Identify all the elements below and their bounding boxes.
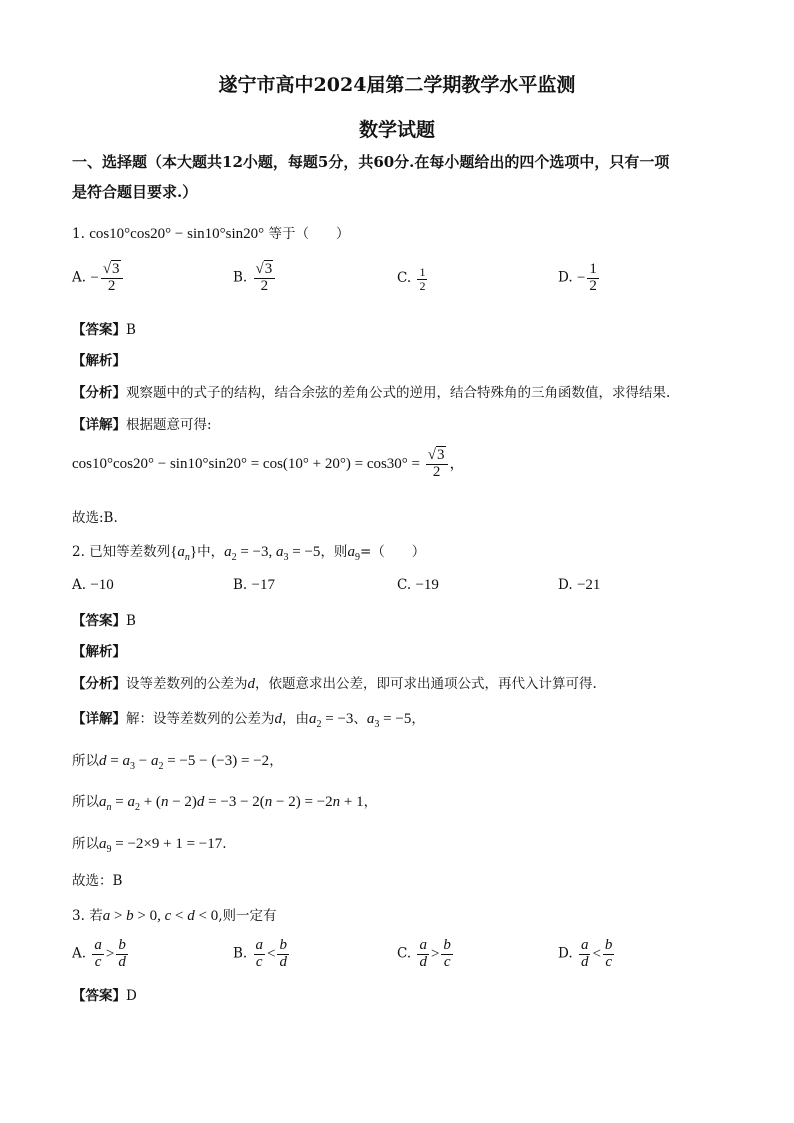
q1-fenxi bbox=[72, 381, 670, 401]
q2-analysis-label bbox=[72, 640, 126, 660]
formula: d bbox=[247, 676, 255, 692]
fenxi-label: 【分析】 bbox=[72, 385, 126, 401]
q3-option-b bbox=[233, 938, 291, 971]
q3-option-c bbox=[397, 938, 455, 971]
answer-value: D bbox=[126, 988, 137, 1004]
page-title: 遂宁市高中2024届第二学期教学水平监测 bbox=[218, 74, 576, 96]
option-label: B. bbox=[233, 945, 248, 962]
option-value: −10 bbox=[90, 577, 114, 593]
option-label: A. bbox=[72, 945, 87, 962]
option-value: −17 bbox=[251, 577, 275, 593]
q1-analysis-label bbox=[72, 349, 126, 369]
line-prefix: 所以 bbox=[72, 753, 99, 769]
answer-value: B bbox=[126, 322, 136, 338]
fenxi-label: 【分析】 bbox=[72, 676, 126, 692]
fenxi-text: 观察题中的式子的结构，结合余弦的差角公式的逆用，结合特殊角的三角函数值，求得结果. bbox=[126, 385, 671, 401]
formula: $a_9$ bbox=[347, 544, 360, 563]
option-label: C. bbox=[397, 269, 412, 286]
question-stem-tail: 等于（ ） bbox=[268, 226, 350, 242]
option-label: A. bbox=[72, 577, 87, 593]
answer-label: 【答案】 bbox=[72, 613, 126, 629]
option-formula: $\frac{a}{d}$ < $\frac{b}{c}$ bbox=[580, 937, 613, 970]
option-label: B. bbox=[233, 577, 248, 593]
line-prefix: 所以 bbox=[72, 836, 99, 852]
option-label: C. bbox=[397, 945, 412, 962]
stem-text: =（ ） bbox=[359, 544, 426, 560]
option-formula: $\frac{a}{d}$ > $\frac{b}{c}$ bbox=[419, 937, 451, 970]
formula: $d = a_3 - a_2 = -5 - (-3) = -2$ bbox=[99, 753, 270, 772]
page-subtitle: 数学试题 bbox=[358, 119, 435, 141]
question-2-stem bbox=[72, 540, 425, 561]
formula: d bbox=[274, 711, 282, 727]
option-label: D. bbox=[558, 945, 573, 962]
fenxi-text: ，依题意求出公差，即可求出通项公式，再代入计算可得. bbox=[255, 676, 597, 692]
q3-answer bbox=[72, 984, 137, 1004]
formula: cos10°cos20° − sin10°sin20° bbox=[89, 226, 265, 242]
line-tail: ， bbox=[269, 753, 283, 769]
stem-text: 中， bbox=[197, 544, 225, 560]
question-3-stem bbox=[72, 904, 277, 925]
q2-answer bbox=[72, 609, 136, 629]
q2-xiangjie bbox=[72, 707, 425, 728]
line-prefix: 所以 bbox=[72, 794, 99, 810]
q1-xiangjie bbox=[72, 413, 212, 433]
q1-derivation bbox=[72, 448, 465, 481]
option-value: −19 bbox=[415, 577, 439, 593]
option-formula: − $\frac{1}{2}$ bbox=[576, 261, 597, 294]
analysis-label: 【解析】 bbox=[72, 353, 126, 369]
line-tail: ， bbox=[363, 794, 378, 810]
option-label: D. bbox=[558, 269, 573, 286]
option-label: D. bbox=[558, 577, 573, 593]
q2-option-a bbox=[72, 577, 114, 594]
option-formula: − $\frac{√3}{2}$ bbox=[90, 270, 124, 286]
xiangjie-label: 【详解】 bbox=[72, 711, 126, 727]
q1-answer bbox=[72, 318, 136, 338]
analysis-label: 【解析】 bbox=[72, 644, 126, 660]
stem-text: ，则 bbox=[320, 544, 348, 560]
formula: $\{a_n\}$ bbox=[170, 544, 198, 563]
stem-text: 已知等差数列 bbox=[89, 544, 171, 560]
q1-option-c bbox=[397, 266, 429, 292]
formula: cos10°cos20° − sin10°sin20° = cos(10° + 20°) = cos30° = $\frac{√3}{2}$ ， bbox=[72, 447, 465, 480]
option-label: C. bbox=[397, 577, 412, 593]
question-number: 2. bbox=[72, 544, 85, 560]
stem-text: 若 bbox=[89, 908, 103, 924]
question-number: 1. bbox=[72, 226, 85, 242]
q1-option-d bbox=[558, 262, 601, 295]
question-number: 3. bbox=[72, 908, 85, 924]
q2-option-d bbox=[558, 577, 600, 594]
q2-choose: 故选：B bbox=[72, 873, 123, 889]
option-formula: $\frac{√3}{2}$ bbox=[252, 270, 278, 286]
formula: $a_2 = -3$, $a_3 = -5$ bbox=[224, 544, 321, 563]
answer-value: B bbox=[126, 613, 136, 629]
fenxi-text: 设等差数列的公差为 bbox=[126, 676, 248, 692]
option-formula: $\frac{1}{2}$ bbox=[419, 265, 426, 293]
xiangjie-text: ， bbox=[411, 711, 425, 727]
q2-option-b bbox=[233, 577, 275, 594]
q2-fenxi bbox=[72, 672, 597, 693]
option-label: A. bbox=[72, 269, 87, 286]
xiangjie-text: ，由 bbox=[282, 711, 309, 727]
answer-label: 【答案】 bbox=[72, 988, 126, 1004]
xiangjie-text: 、 bbox=[353, 711, 367, 727]
xiangjie-text: 根据题意可得: bbox=[126, 417, 212, 433]
question-1-stem bbox=[72, 222, 349, 243]
line-tail: . bbox=[222, 836, 227, 852]
option-label: B. bbox=[233, 269, 248, 286]
q3-option-d bbox=[558, 938, 616, 971]
section-heading-line2: 是符合题目要求.） bbox=[72, 183, 198, 201]
xiangjie-label: 【详解】 bbox=[72, 417, 126, 433]
q2-line-3 bbox=[72, 832, 227, 853]
q1-option-b bbox=[233, 262, 277, 295]
option-formula: $\frac{a}{c}$ < $\frac{b}{d}$ bbox=[255, 937, 287, 970]
q2-line-1 bbox=[72, 749, 283, 770]
xiangjie-text: 解：设等差数列的公差为 bbox=[126, 711, 275, 727]
q2-line-2 bbox=[72, 790, 377, 811]
formula: $a_2 = -3$ bbox=[309, 711, 354, 730]
q1-option-a bbox=[72, 262, 125, 295]
formula: $a_3 = -5$ bbox=[366, 711, 412, 730]
q2-option-c bbox=[397, 577, 439, 594]
option-value: −21 bbox=[576, 577, 601, 593]
stem-text: ,则一定有 bbox=[218, 908, 277, 924]
q1-choose: 故选:B. bbox=[72, 510, 118, 526]
formula: $a_n = a_2 + (n - 2)d = -3 - 2(n - 2) = -2n + 1$ bbox=[99, 794, 364, 813]
option-formula: $\frac{a}{c}$ > $\frac{b}{d}$ bbox=[94, 937, 126, 970]
formula: $a_9 = -2\times 9 + 1 = -17$ bbox=[99, 836, 223, 855]
q3-option-a bbox=[72, 938, 130, 971]
answer-label: 【答案】 bbox=[72, 322, 126, 338]
section-heading-line1: 一、选择题（本大题共12小题，每题5分，共60分.在每小题给出的四个选项中，只有一项 bbox=[72, 153, 670, 171]
formula: a > b > 0, c < d < 0 bbox=[102, 908, 219, 924]
